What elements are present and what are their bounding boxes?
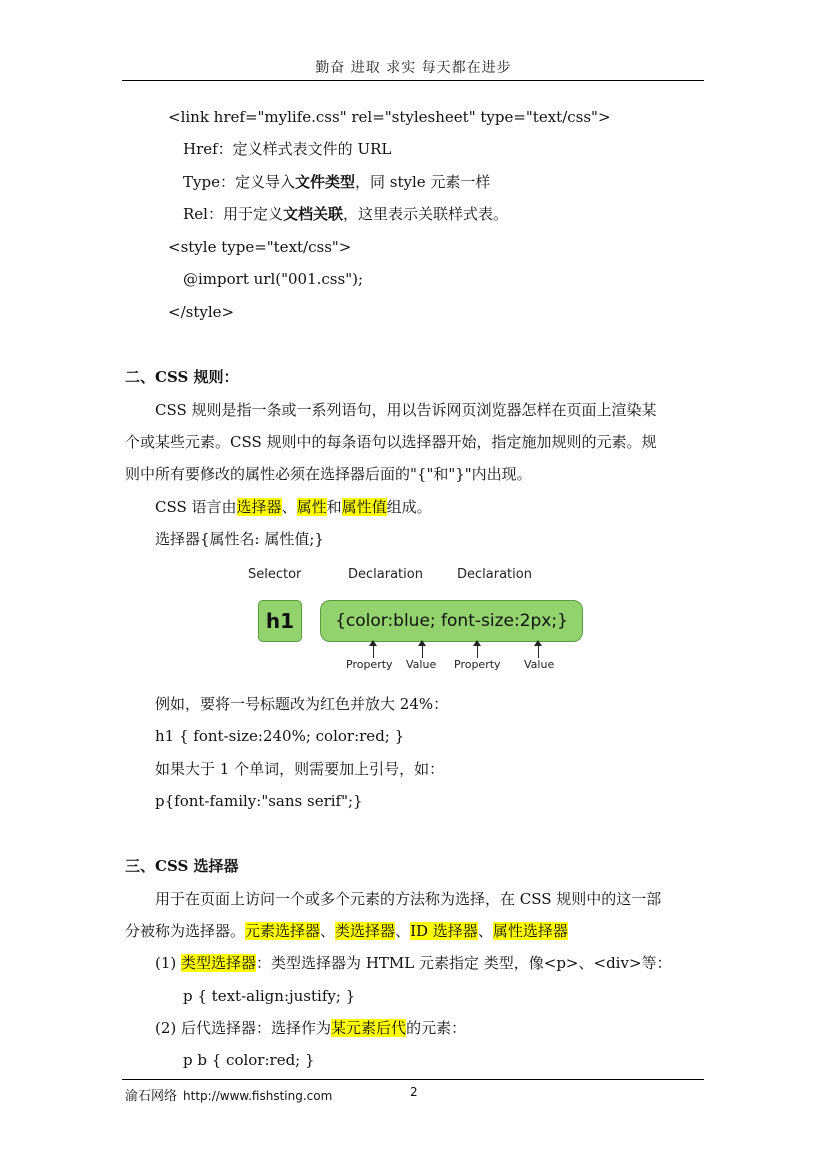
declaration-label-1: Declaration [348, 567, 423, 582]
type-desc-pre: Type：定义导入 [183, 173, 295, 191]
value-label-2: Value [524, 658, 555, 671]
section3-para-line1: 用于在页面上访问一个或多个元素的方法称为选择，在 CSS 规则中的这一部 [155, 890, 662, 908]
quote-code: p{font-family:"sans serif";} [155, 792, 363, 810]
list-item-2-number: (2) [155, 1019, 177, 1037]
quote-intro: 如果大于 1 个单词，则需要加上引号，如： [155, 760, 445, 778]
lang-pre: CSS 语言由 [155, 498, 237, 516]
highlight-class-selector: 类选择器 [335, 922, 396, 940]
page-number: 2 [410, 1085, 418, 1099]
lang-and: 和 [326, 498, 342, 516]
property-label-2: Property [454, 658, 501, 671]
type-desc-post: ，同 style 元素一样 [354, 173, 491, 191]
property-arrow-1 [373, 642, 374, 658]
sep-c: 、 [477, 922, 493, 940]
rel-desc-bold: 文档关联 [282, 205, 343, 223]
value-label-1: Value [406, 658, 437, 671]
list-item-1-code: p { text-align:justify; } [183, 987, 356, 1005]
example-code: h1 { font-size:240%; color:red; } [155, 727, 405, 745]
highlight-descendant: 某元素后代 [331, 1019, 407, 1037]
list-item-1-text: ：类型选择器为 HTML 元素指定 类型，像<p>、<div>等： [256, 954, 672, 972]
highlight-selector: 选择器 [236, 498, 282, 516]
type-description [183, 172, 490, 192]
link-tag-line: <link href="mylife.css" rel="stylesheet" type="text/css"> [168, 108, 611, 126]
value-arrow-1 [422, 642, 423, 658]
declaration-box: {color:blue; font-size:2px;} [320, 600, 583, 642]
list-item-2-pre: 后代选择器：选择作为 [181, 1019, 332, 1037]
section2-para-line3: 则中所有要修改的属性必须在选择器后面的"{"和"}"内出现。 [125, 465, 532, 483]
section2-heading: 二、CSS 规则： [125, 368, 239, 386]
sep-a: 、 [320, 922, 336, 940]
list-item-1-number: (1) [155, 954, 177, 972]
list-item-2-code: p b { color:red; } [183, 1051, 315, 1069]
sep-b: 、 [395, 922, 411, 940]
example-intro: 例如，要将一号标题改为红色并放大 24%： [155, 695, 449, 713]
syntax-line: 选择器{属性名: 属性值;} [155, 530, 324, 548]
highlight-property-value: 属性值 [341, 498, 387, 516]
css-language-line [155, 497, 432, 517]
lang-sep: 、 [281, 498, 297, 516]
footer-url[interactable]: http://www.fishsting.com [183, 1089, 333, 1103]
href-description: Href：定义样式表文件的 URL [183, 140, 392, 158]
declaration-label-2: Declaration [457, 567, 532, 582]
footer-company [125, 1085, 332, 1104]
list-item-2 [155, 1018, 466, 1038]
section2-para-line2: 个或某些元素。CSS 规则中的每条语句以选择器开始，指定施加规则的元素。规 [125, 433, 657, 451]
style-open-tag: <style type="text/css"> [168, 238, 352, 256]
selector-box: h1 [258, 600, 302, 642]
section2-para-line1: CSS 规则是指一条或一系列语句，用以告诉网页浏览器怎样在页面上渲染某 [155, 401, 657, 419]
footer-company-name: 渝石网络 [125, 1089, 178, 1104]
import-line: @import url("001.css"); [183, 270, 363, 288]
footer-rule [122, 1079, 704, 1080]
rel-description [183, 204, 508, 224]
style-close-tag: </style> [168, 303, 235, 321]
section3-para-pre: 分被称为选择器。 [125, 922, 246, 940]
lang-post: 组成。 [386, 498, 432, 516]
value-arrow-2 [538, 642, 539, 658]
property-label-1: Property [346, 658, 393, 671]
highlight-id-selector: ID 选择器 [410, 922, 478, 940]
rel-desc-post: ，这里表示关联样式表。 [343, 205, 509, 223]
rel-desc-pre: Rel：用于定义 [183, 205, 283, 223]
list-item-2-post: 的元素： [406, 1019, 467, 1037]
highlight-property: 属性 [296, 498, 327, 516]
header-rule [122, 80, 704, 81]
selector-label: Selector [248, 567, 302, 582]
highlight-type-selector: 类型选择器 [181, 954, 257, 972]
type-desc-bold: 文件类型 [294, 173, 355, 191]
section3-heading: 三、CSS 选择器 [125, 857, 239, 875]
section3-para-line2 [125, 921, 568, 941]
page-header: 勤奋 进取 求实 每天都在进步 [315, 60, 512, 76]
css-rule-diagram [240, 562, 590, 680]
highlight-attribute-selector: 属性选择器 [492, 922, 568, 940]
highlight-element-selector: 元素选择器 [245, 922, 321, 940]
property-arrow-2 [477, 642, 478, 658]
list-item-1 [155, 953, 672, 973]
